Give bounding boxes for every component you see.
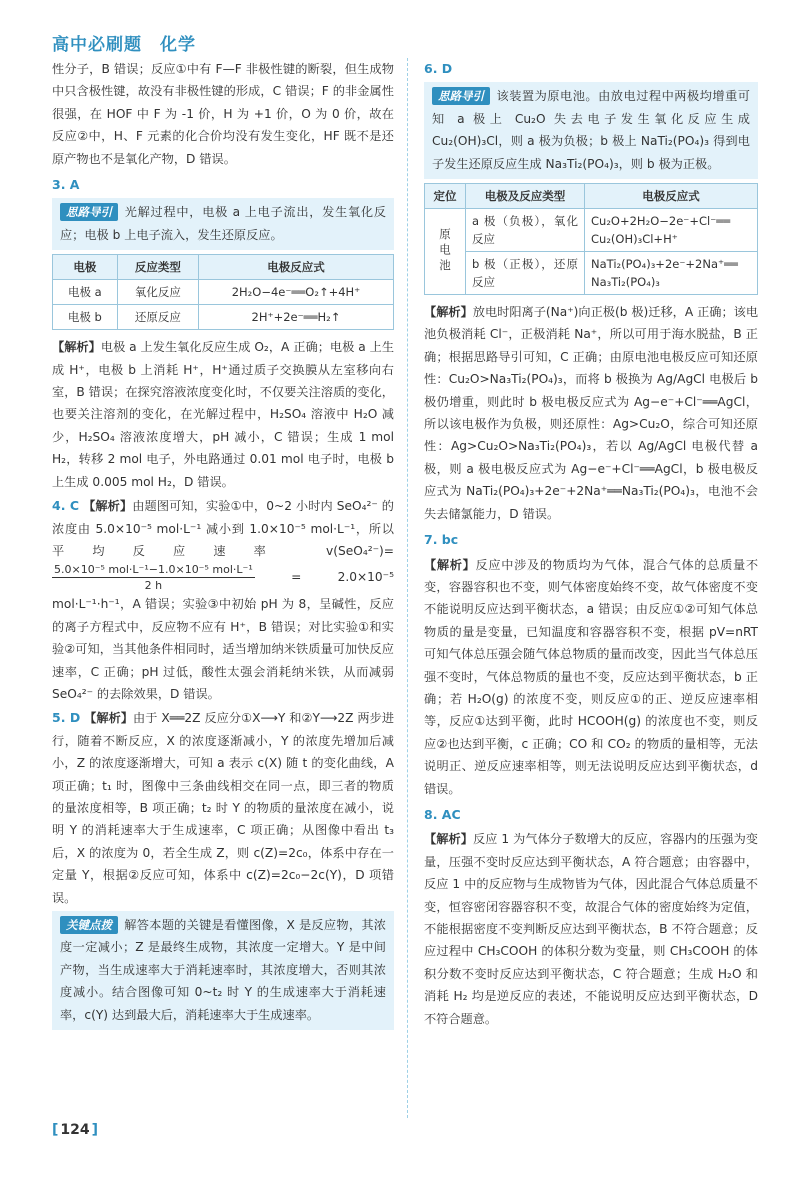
q6-electrode-table [424, 183, 758, 295]
table-row [425, 209, 758, 252]
analysis-text: 电极 a 上发生氧化反应生成 O₂，A 正确；电极 a 上生成 H⁺，电极 b 上消耗 H⁺，H⁺通过质子交换膜从左室移向右室，B 错误；在探究溶液浓度变化时，不仅要关注溶质的变化，也要关注溶剂的变化，在光解过程中，H₂SO₄ 溶液中 H₂O 减少，H₂SO₄ 溶液浓度增大，pH 减小，C 错误；生成 1 mol H₂，转移 2 mol 电子，外电路通过 0.01 mol 电子时，电极 b 上生成 0.005 mol H₂，D 错误。 [52, 340, 395, 489]
analysis-tag: 【解析】 [84, 711, 134, 726]
q4-number: 4. C [52, 498, 80, 514]
table-cell: 电极 b [53, 305, 118, 330]
table-cell: 2H⁺+2e⁻══H₂↑ [198, 305, 393, 330]
page-header: 高中必刷题 化学 [52, 35, 196, 55]
table-header: 电极 [53, 255, 118, 280]
q6-tip [424, 82, 758, 179]
table-row [425, 252, 758, 295]
q5-analysis [52, 707, 394, 909]
analysis-text: 反应中涉及的物质均为气体，混合气体的总质量不变，容器容积也不变，则气体密度始终不变，故气体密度不变不能说明反应达到平衡状态，a 错误；由反应①②可知气体总物质的量是变量，已知温度和容器容积不变，根据 pV=nRT 可知气体总压强会随气体总物质的量而改变，因此当气体总压强不变时，气体总物质的量也不变，反应达到平衡状态，b 正确；若 H₂O(g) 的浓度不变，则反应①的正、逆反应速率相等，反应①达到平衡，此时 HCOOH(g) 的浓度也不变，则反应②也达到平衡，c 正确；CO 和 CO₂ 的物质的量相等，无法说明正、逆反应速率相等，则无法说明反应达到平衡状态，d 错误。 [424, 557, 759, 796]
q7-number: 7. bc [424, 532, 459, 548]
analysis-text: 由题图可知，实验①中，0~2 小时内 SeO₄²⁻ 的浓度由 5.0×10⁻⁵ mol·L⁻¹ 减小到 1.0×10⁻⁵ mol·L⁻¹，所以平均反应速率 v(SeO₄²⁻)= [52, 499, 394, 558]
table-header: 电极反应式 [198, 255, 393, 280]
q6-analysis [424, 301, 758, 525]
fraction-numerator: 5.0×10⁻⁵ mol·L⁻¹−1.0×10⁻⁵ mol·L⁻¹ [54, 563, 253, 577]
rate-fraction [52, 562, 255, 593]
key-tag: 关键点拨 [60, 916, 118, 934]
fraction-denominator: 2 h [144, 579, 163, 593]
q4-analysis [52, 495, 394, 705]
continued-text: 性分子，B 错误；反应①中有 F—F 非极性键的断裂，但生成物中只含极性键，故没有非极性键的形成，C 错误；F 的非金属性很强，在 HOF 中 F 为 -1 价，H 为 +1 价，O 为 0 价，故在反应②中，H、F 元素的化合价均没有发生变化，HF 既不是还原产物也不是氧化产物，D 错误。 [52, 62, 394, 166]
tip-tag: 思路导引 [60, 203, 118, 221]
table-cell: NaTi₂(PO₄)₃+2e⁻+2Na⁺══ Na₃Ti₂(PO₄)₃ [585, 252, 758, 295]
table-header: 定位 [425, 184, 466, 209]
q6-number: 6. D [424, 61, 453, 76]
q3-number: 3. A [52, 177, 80, 193]
table-cell: b 极（正极），还原反应 [466, 252, 585, 295]
analysis-tag: 【解析】 [424, 832, 473, 847]
table-cell: 还原反应 [117, 305, 198, 330]
q5-number: 5. D [52, 710, 81, 726]
table-cell: Cu₂O+2H₂O−2e⁻+Cl⁻══ Cu₂(OH)₃Cl+H⁺ [585, 209, 758, 252]
table-cell: 电极 a [53, 280, 118, 305]
tip-tag: 思路导引 [432, 87, 490, 105]
right-column [424, 58, 758, 1030]
q8-number: 8. AC [424, 806, 461, 822]
page-number: [ 124 ] [52, 1122, 98, 1138]
tip-text: 光解过程中，电极 a 上电子流出，发生氧化反应；电极 b 上电子流入，发生还原反应。 [60, 205, 386, 242]
key-text: 解答本题的关键是看懂图像，X 是反应物，其浓度一定减小；Z 是最终生成物，其浓度一定增大。Y 是中间产物，当生成速率大于消耗速率时，其浓度增大，否则其浓度减小。结合图像可知 0~t₂ 时 Y 的生成速率大于消耗速率，c(Y) 达到最大后，消耗速率大于生成速率。 [60, 918, 386, 1022]
table-cell: a 极（负极），氧化反应 [466, 209, 585, 252]
left-column [52, 58, 394, 1034]
table-cell: 氧化反应 [117, 280, 198, 305]
table-cell: 2H₂O−4e⁻══O₂↑+4H⁺ [198, 280, 393, 305]
q8-analysis [424, 828, 758, 1030]
analysis-tag: 【解析】 [83, 499, 133, 514]
analysis-tag: 【解析】 [52, 340, 101, 355]
analysis-text: 放电时阳离子(Na⁺)向正极(b 极)迁移，A 正确；该电池负极消耗 Cl⁻，正极消耗 Na⁺，所以可用于海水脱盐，B 正确；根据思路导引可知，C 正确；由原电池电极反应可知还原性：Cu₂O>Na₃Ti₂(PO₄)₃，而将 b 极换为 Ag/AgCl 电极后 b 极仍增重，则此时 b 极电极反应式为 Ag−e⁻+Cl⁻══AgCl，所以该电极作为负极，则还原性：Ag>Cu₂O，综合可知还原性：Ag>Cu₂O>Na₃Ti₂(PO₄)₃，若以 Ag/AgCl 电极代替 a 极，则 a 极电极反应式为 Ag−e⁻+Cl⁻══AgCl，b 极电极反应式为 NaTi₂(PO₄)₃+2e⁻+2Na⁺══Na₃Ti₂(PO₄)₃，电池不会失去储氯能力，D 错误。 [424, 305, 759, 521]
table-cell: 原电池 [425, 209, 466, 295]
table-row [53, 280, 394, 305]
table-header: 电极反应式 [585, 184, 758, 209]
q3-analysis [52, 336, 394, 493]
q3-electrode-table [52, 254, 394, 330]
table-header: 反应类型 [117, 255, 198, 280]
table-header: 电极及反应类型 [466, 184, 585, 209]
analysis-tag: 【解析】 [424, 305, 473, 320]
q5-key-point [52, 911, 394, 1030]
analysis-text: = 2.0×10⁻⁵ mol·L⁻¹·h⁻¹，A 错误；实验③中初始 pH 为 8，呈碱性，反应的离子方程式中，反应物不应有 H⁺，B 错误；对比实验①和实验②可知，当其他条件相同时，适当增加纳米铁质量可加快反应速率，C 正确；pH 过低，酸性太强会消耗纳米铁，从而减弱 SeO₄²⁻ 的去除效果，D 错误。 [52, 570, 394, 701]
tip-text: 该装置为原电池。由放电过程中两极均增重可知 a 极上 Cu₂O 失去电子发生氧化反应生成 Cu₂(OH)₃Cl，则 a 极为负极；b 极上 NaTi₂(PO₄)₃ 得到电子发生还原反应生成 Na₃Ti₂(PO₄)₃，则 b 极为正极。 [432, 89, 750, 171]
column-divider [407, 58, 408, 1118]
analysis-tag: 【解析】 [424, 557, 476, 572]
q3-tip [52, 198, 394, 250]
q7-analysis [424, 554, 758, 800]
analysis-text: 反应 1 为气体分子数增大的反应，容器内的压强为变量，压强不变时反应达到平衡状态，A 符合题意；由容器中，反应 1 中的反应物与生成物皆为气体，因此混合气体总质量不变，恒容密闭容器容积不变，故混合气体的密度始终为定值，不能根据密度不变判断反应达到平衡状态，B 不符合题意；反应过程中 CH₃COOH 的体积分数为变量，则 CH₃COOH 的体积分数不变时反应达到平衡状态，C 符合题意；生成 H₂O 和消耗 H₂ 均是逆反应的表述，不能说明反应达到平衡状态，D 不符合题意。 [424, 832, 758, 1026]
table-row [53, 305, 394, 330]
analysis-text: 由于 X══2Z 反应分①X⟶Y 和②Y⟶2Z 两步进行，随着不断反应，X 的浓度逐渐减小，Y 的浓度先增加后减小，Z 的浓度逐渐增大，可知 a 表示 c(X) 随 t 的变化曲线，A 项正确；t₁ 时，图像中三条曲线相交在同一点，即三者的物质的量浓度相等，B 项正确；t₂ 时 Y 的物质的量浓度在减小，说明 Y 的消耗速率大于生成速率，C 项正确；从图像中看出 t₃ 后，X 的浓度为 0，若全生成 Z，则 c(Z)=2c₀，体系中存在一定量 Y，根据②反应可知，体系中 c(Z)=2c₀−2c(Y)，D 项错误。 [52, 711, 395, 905]
